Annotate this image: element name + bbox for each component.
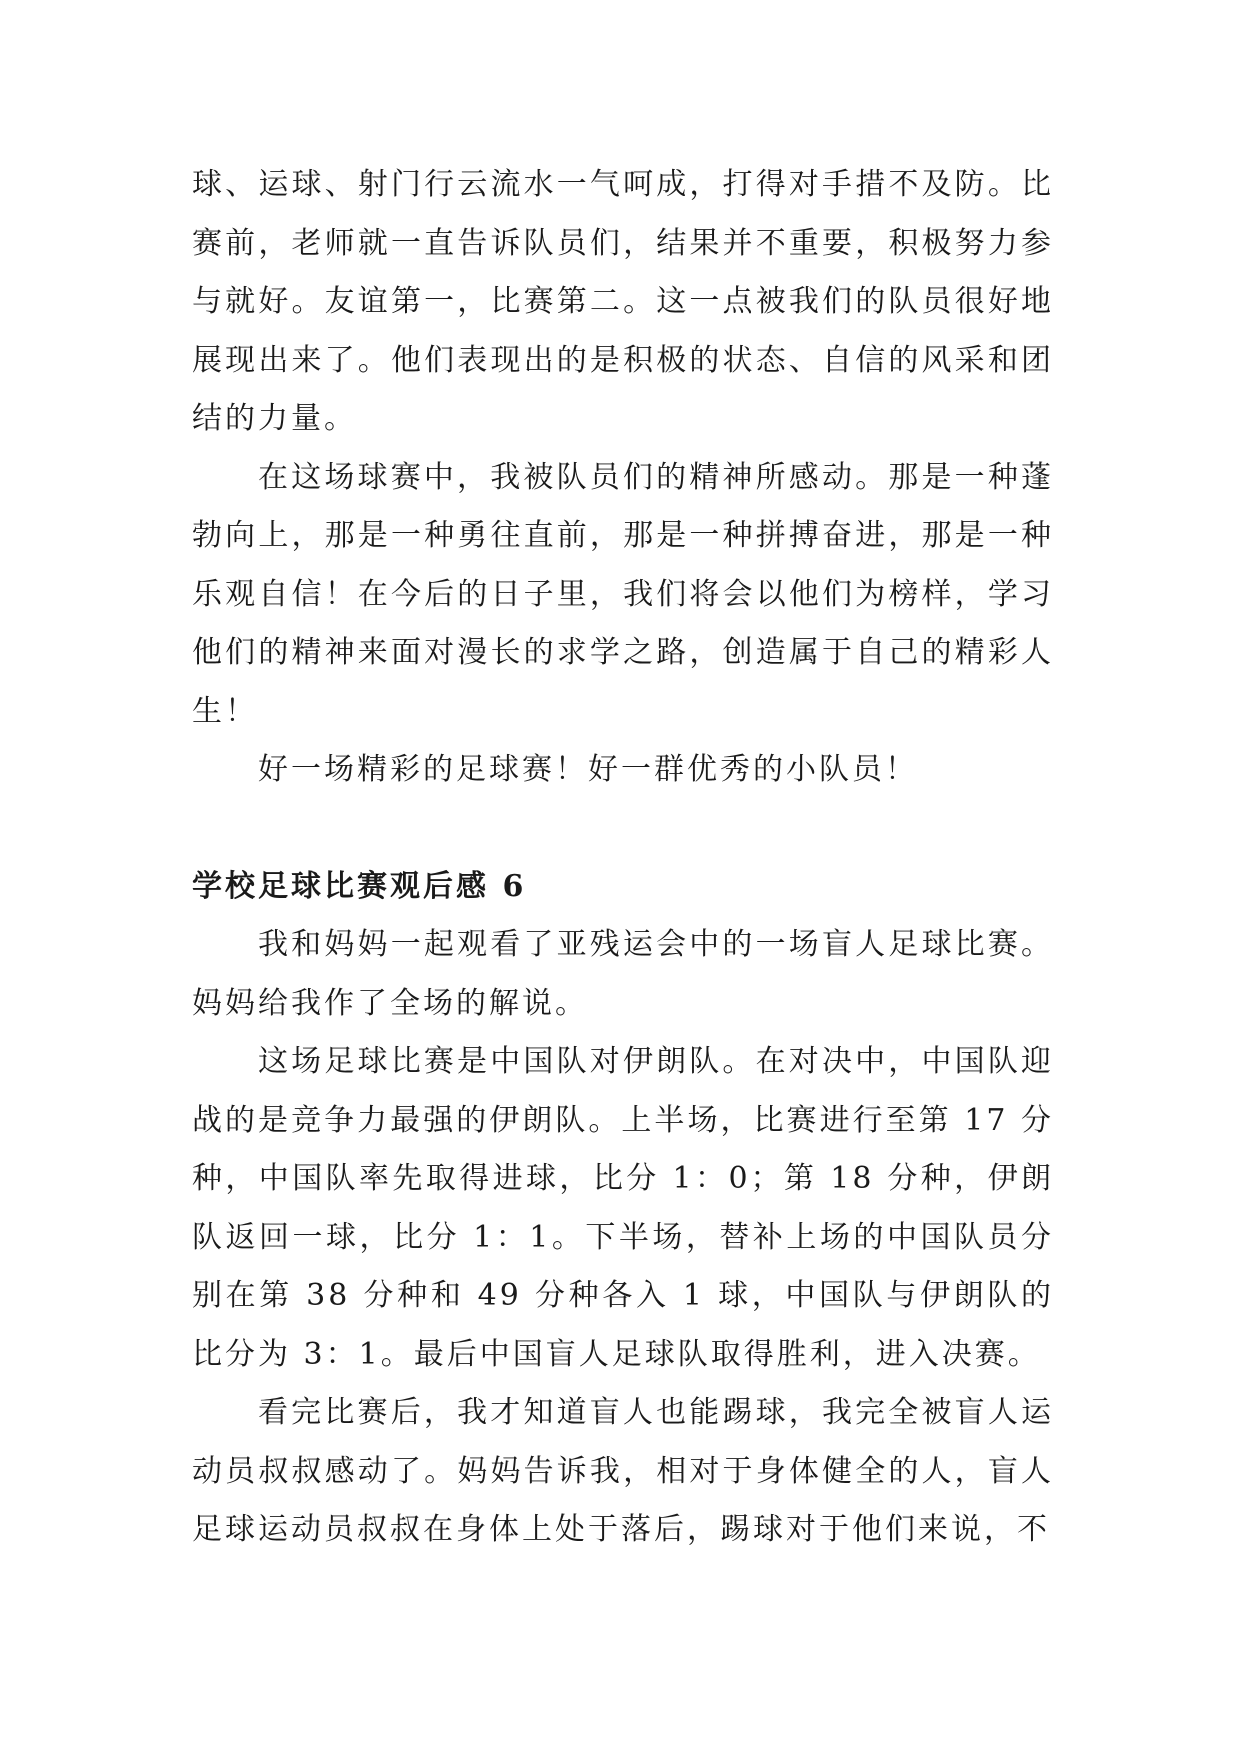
paragraph-bottom-3: 看完比赛后，我才知道盲人也能踢球，我完全被盲人运动员叔叔感动了。妈妈告诉我，相对于身体健全的人，盲人足球运动员叔叔在身体上处于落后，踢球对于他们来说，不 xyxy=(192,1395,1054,1547)
section-heading: 学校足球比赛观后感 6 xyxy=(192,868,527,904)
paragraph-top-3: 好一场精彩的足球赛！好一群优秀的小队员！ xyxy=(258,752,918,787)
paragraph-bottom-2: 这场足球比赛是中国队对伊朗队。在对决中，中国队迎战的是竞争力最强的伊朗队。上半场，比赛进行至第 17 分种，中国队率先取得进球，比分 1：0；第 18 分种，伊朗队返回一球，比分 1：1。下半场，替补上场的中国队员分别在第 38 分种和 49 分种各入 1 球，中国队与伊朗队的比分为 3：1。最后中国盲人足球队取得胜利，进入决赛。 xyxy=(192,1044,1054,1372)
paragraph-top-1: 球、运球、射门行云流水一气呵成，打得对手措不及防。比赛前，老师就一直告诉队员们，结果并不重要，积极努力参与就好。友谊第一，比赛第二。这一点被我们的队员很好地展现出来了。他们表现出的是积极的状态、自信的风采和团结的力量。 xyxy=(192,167,1054,436)
paragraph-top-2: 在这场球赛中，我被队员们的精神所感动。那是一种蓬勃向上，那是一种勇往直前，那是一种拼搏奋进，那是一种乐观自信！在今后的日子里，我们将会以他们为榜样，学习他们的精神来面对漫长的求学之路，创造属于自己的精彩人生！ xyxy=(192,459,1054,729)
document-body xyxy=(192,156,1054,1560)
paragraph-bottom-1: 我和妈妈一起观看了亚残运会中的一场盲人足球比赛。妈妈给我作了全场的解说。 xyxy=(192,927,1054,1021)
section-spacer xyxy=(192,800,1054,858)
